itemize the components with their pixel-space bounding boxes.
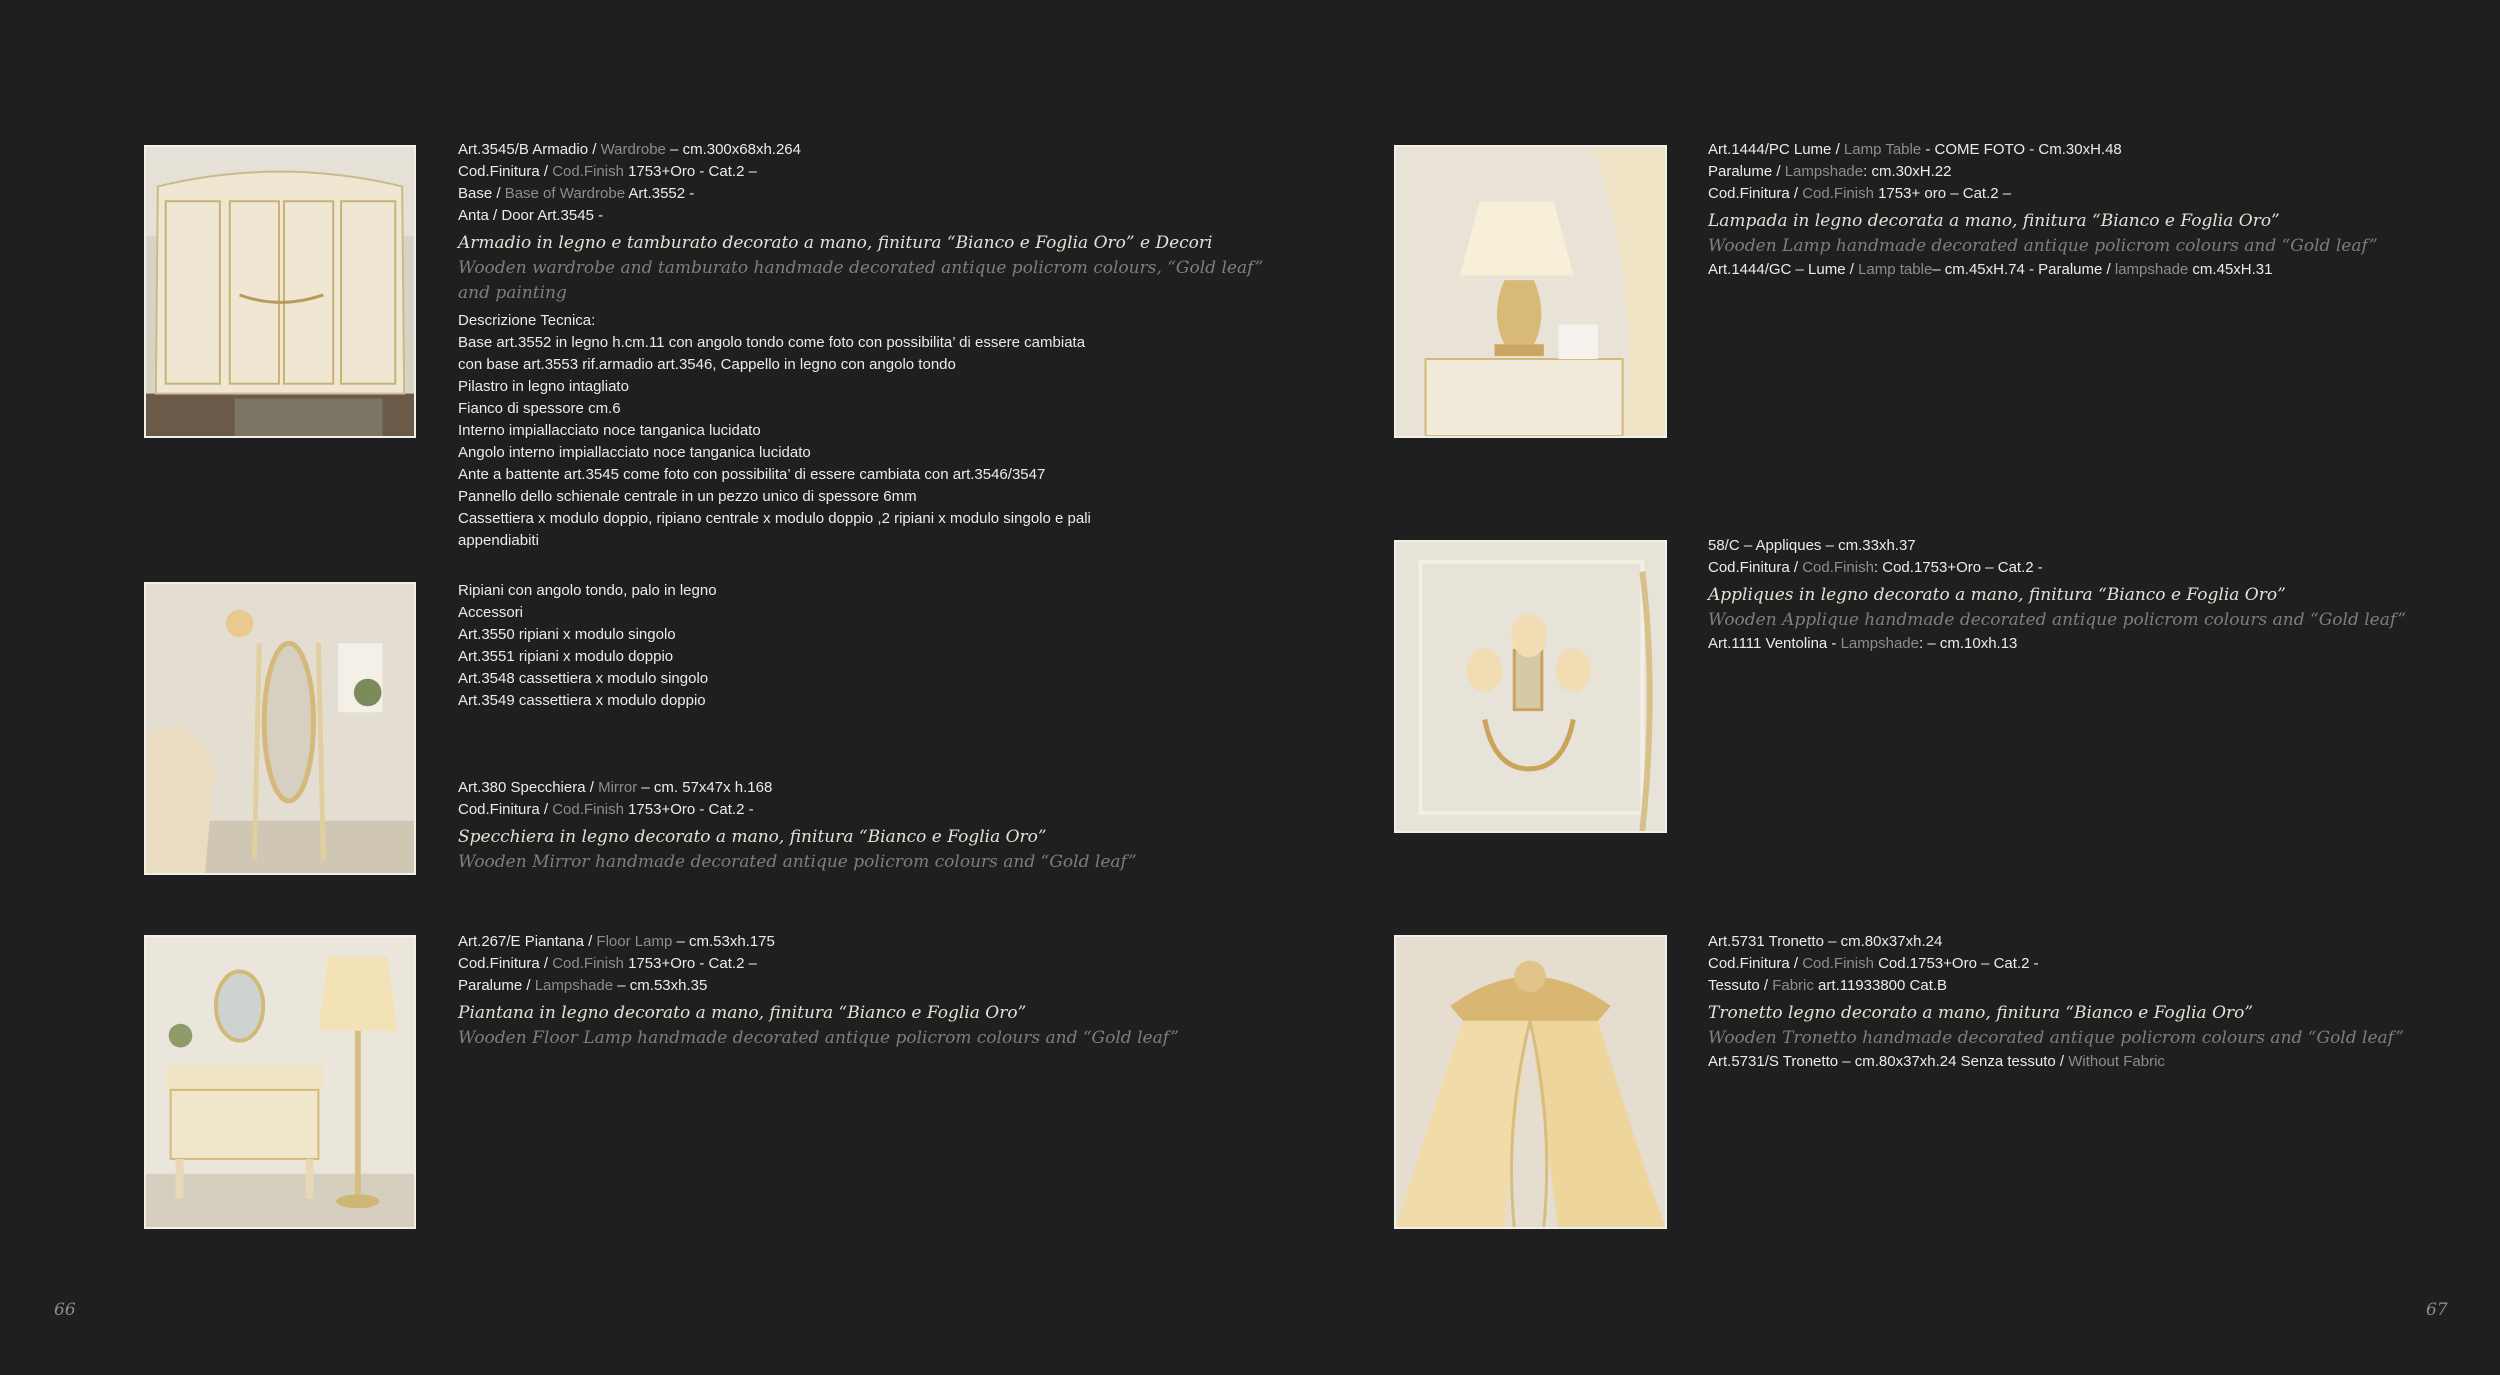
desc-line: Pannello dello schienale centrale in un pezzo unico di spessore 6mm bbox=[458, 488, 917, 505]
wardrobe-base-line: Base / Base of Wardrobe Art.3552 - bbox=[458, 185, 695, 202]
wardrobe-info bbox=[458, 139, 1263, 552]
wardrobe-italian-caption: Armadio in legno e tamburato decorato a mano, finitura “Bianco e Foglia Oro” e Decori bbox=[458, 233, 1213, 253]
floor-lamp-english-caption: Wooden Floor Lamp handmade decorated antique policrom colours and “Gold leaf” bbox=[458, 1028, 1179, 1048]
wardrobe-article-line: Art.3545/B Armadio / Wardrobe – cm.300x68xh.264 bbox=[458, 141, 801, 158]
table-lamp-english-caption: Wooden Lamp handmade decorated antique policrom colours and “Gold leaf” bbox=[1708, 236, 2378, 256]
table-lamp-shade-line: Paralume / Lampshade: cm.30xH.22 bbox=[1708, 163, 1952, 180]
desc-line: appendiabiti bbox=[458, 532, 539, 549]
mirror-photo bbox=[144, 582, 416, 875]
desc-line: Art.3551 ripiani x modulo doppio bbox=[458, 648, 674, 665]
wardrobe-accessories bbox=[458, 580, 717, 712]
wardrobe-door-line: Anta / Door Art.3545 - bbox=[458, 207, 604, 224]
mirror-italian-caption: Specchiera in legno decorato a mano, finitura “Bianco e Foglia Oro” bbox=[458, 827, 1047, 847]
mirror-finish-line: Cod.Finitura / Cod.Finish 1753+Oro - Cat.2 - bbox=[458, 801, 754, 818]
mirror-article-line: Art.380 Specchiera / Mirror – cm. 57x47x h.168 bbox=[458, 779, 773, 796]
floor-lamp-shade-line: Paralume / Lampshade – cm.53xh.35 bbox=[458, 977, 708, 994]
wardrobe-finish-line: Cod.Finitura / Cod.Finish 1753+Oro - Cat.2 – bbox=[458, 163, 757, 180]
desc-line: Art.3550 ripiani x modulo singolo bbox=[458, 626, 676, 643]
floor-lamp-italian-caption: Piantana in legno decorato a mano, finitura “Bianco e Foglia Oro” bbox=[458, 1003, 1027, 1023]
appliques-italian-caption: Appliques in legno decorato a mano, finitura “Bianco e Foglia Oro” bbox=[1708, 585, 2286, 605]
table-lamp-variant-line: Art.1444/GC – Lume / Lamp table– cm.45xH.74 - Paralume / lampshade cm.45xH.31 bbox=[1708, 261, 2273, 278]
floor-lamp-article-line: Art.267/E Piantana / Floor Lamp – cm.53xh.175 bbox=[458, 933, 775, 950]
mirror-info bbox=[458, 777, 1137, 875]
table-lamp-italian-caption: Lampada in legno decorata a mano, finitura “Bianco e Foglia Oro” bbox=[1708, 211, 2280, 231]
desc-line: con base art.3553 rif.armadio art.3546, Cappello in legno con angolo tondo bbox=[458, 356, 956, 373]
canopy-italian-caption: Tronetto legno decorato a mano, finitura “Bianco e Foglia Oro” bbox=[1708, 1003, 2254, 1023]
desc-line: Angolo interno impiallacciato noce tanganica lucidato bbox=[458, 444, 811, 461]
desc-line: Fianco di spessore cm.6 bbox=[458, 400, 621, 417]
wardrobe-technical-description bbox=[458, 310, 1263, 552]
table-lamp-info bbox=[1708, 139, 2378, 281]
desc-line: Interno impiallacciato noce tanganica lucidato bbox=[458, 422, 761, 439]
desc-line: Art.3549 cassettiera x modulo doppio bbox=[458, 692, 706, 709]
desc-line: Accessori bbox=[458, 604, 524, 621]
wardrobe-english-caption-cont: and painting bbox=[458, 283, 567, 303]
canopy-finish-line: Cod.Finitura / Cod.Finish Cod.1753+Oro – Cat.2 - bbox=[1708, 955, 2039, 972]
wardrobe-english-caption: Wooden wardrobe and tamburato handmade decorated antique policrom colours, “Gold leaf” bbox=[458, 258, 1264, 278]
desc-line: Descrizione Tecnica: bbox=[458, 312, 596, 329]
canopy-info bbox=[1708, 931, 2404, 1073]
page-number-right: 67 bbox=[2426, 1300, 2448, 1320]
floor-lamp-photo bbox=[144, 935, 416, 1229]
desc-line: Art.3548 cassettiera x modulo singolo bbox=[458, 670, 709, 687]
appliques-finish-line: Cod.Finitura / Cod.Finish: Cod.1753+Oro – Cat.2 - bbox=[1708, 559, 2043, 576]
mirror-english-caption: Wooden Mirror handmade decorated antique policrom colours and “Gold leaf” bbox=[458, 852, 1137, 872]
canopy-variant-line: Art.5731/S Tronetto – cm.80x37xh.24 Senza tessuto / Without Fabric bbox=[1708, 1053, 2165, 1070]
table-lamp-article-line: Art.1444/PC Lume / Lamp Table - COME FOTO - Cm.30xH.48 bbox=[1708, 141, 2122, 158]
canopy-photo bbox=[1394, 935, 1667, 1229]
appliques-photo bbox=[1394, 540, 1667, 833]
appliques-shade-line: Art.1111 Ventolina - Lampshade: – cm.10xh.13 bbox=[1708, 635, 2018, 652]
desc-line: Base art.3552 in legno h.cm.11 con angolo tondo come foto con possibilita’ di essere cambiata bbox=[458, 334, 1086, 351]
appliques-info bbox=[1708, 535, 2406, 655]
page-number-left: 66 bbox=[54, 1300, 76, 1320]
appliques-english-caption: Wooden Applique handmade decorated antique policrom colours and “Gold leaf” bbox=[1708, 610, 2407, 630]
desc-line: Cassettiera x modulo doppio, ripiano centrale x modulo doppio ,2 ripiani x modulo singolo e pali bbox=[458, 510, 1091, 527]
canopy-english-caption: Wooden Tronetto handmade decorated antique policrom colours and “Gold leaf” bbox=[1708, 1028, 2404, 1048]
desc-line: Pilastro in legno intagliato bbox=[458, 378, 629, 395]
floor-lamp-info bbox=[458, 931, 1179, 1051]
desc-line: Ante a battente art.3545 come foto con possibilita’ di essere cambiata con art.3546/3547 bbox=[458, 466, 1046, 483]
table-lamp-photo bbox=[1394, 145, 1667, 438]
desc-line: Ripiani con angolo tondo, palo in legno bbox=[458, 582, 717, 599]
wardrobe-photo bbox=[144, 145, 416, 438]
canopy-fabric-line: Tessuto / Fabric art.11933800 Cat.B bbox=[1708, 977, 1948, 994]
canopy-article-line: Art.5731 Tronetto – cm.80x37xh.24 bbox=[1708, 933, 1943, 950]
floor-lamp-finish-line: Cod.Finitura / Cod.Finish 1753+Oro - Cat.2 – bbox=[458, 955, 757, 972]
table-lamp-finish-line: Cod.Finitura / Cod.Finish 1753+ oro – Cat.2 – bbox=[1708, 185, 2012, 202]
appliques-article-line: 58/C – Appliques – cm.33xh.37 bbox=[1708, 537, 1916, 554]
